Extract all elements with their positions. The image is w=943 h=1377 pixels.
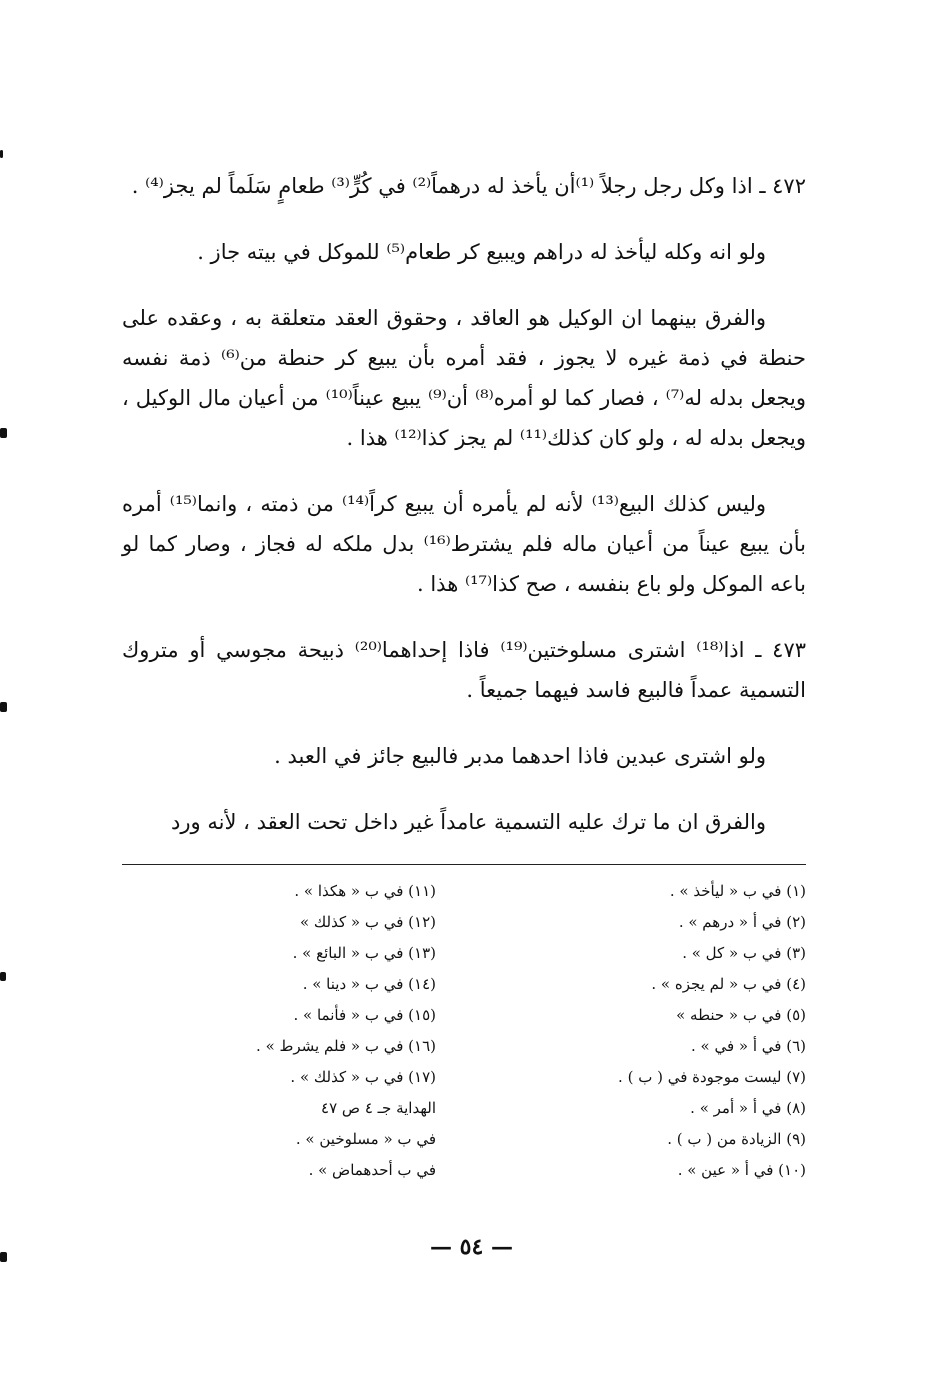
footnote: (١٥) في ب « فأنما » .: [293, 1006, 436, 1024]
footnote: الهداية جـ ٤ ص ٤٧: [321, 1099, 436, 1117]
footnote: (١١) في ب « هكذا » .: [294, 882, 436, 900]
paragraph-472: ٤٧٢ ـ اذا وكل رجل رجلاً ⁽¹⁾أن يأخذ له درهماً⁽²⁾ في كُرٍّ⁽³⁾ طعامٍ سَلَماً لم يجز⁽⁴⁾ .: [131, 174, 806, 198]
footnote: (١٦) في ب « فلم يشرط » .: [256, 1037, 436, 1055]
footnote: (٢) في أ « درهم » .: [678, 913, 806, 931]
paragraph: ولو انه وكله ليأخذ له دراهم ويبيع كر طعام⁽⁵⁾ للموكل في بيته جاز .: [197, 240, 766, 264]
scan-mark: [0, 150, 3, 158]
footnotes-right-column: [476, 876, 806, 1186]
main-text: [122, 166, 806, 868]
footnote: (٦) في أ « في » .: [690, 1037, 806, 1055]
footnote: (١٢) في ب « كذلك »: [299, 913, 436, 931]
scan-mark: [0, 702, 7, 712]
page-number: — ٥٤ —: [430, 1234, 513, 1260]
footnote: (٧) ليست موجودة في ( ب ) .: [618, 1068, 806, 1086]
scan-mark: [0, 1252, 7, 1262]
footnote: في ب « مسلوخين » .: [295, 1130, 436, 1148]
paragraph-473: ٤٧٣ ـ اذا⁽¹⁸⁾ اشترى مسلوختين⁽¹⁹⁾ فاذا إحداهما⁽²⁰⁾ ذبيحة مجوسي أو متروك التسمية عمداً فالبيع فاسد فيهما جميعاً .: [122, 638, 807, 702]
scan-mark: [0, 972, 6, 981]
scan-mark: [0, 428, 7, 438]
paragraph: والفرق بينهما ان الوكيل هو العاقد ، وحقوق العقد متعلقة به ، وعقده على حنطة في ذمة غيره لا يجوز ، فقد أمره بأن يبيع كر حنطة من⁽⁶⁾ ذمة نفسه ويجعل بدله له⁽⁷⁾ ، فصار كما لو أمره⁽⁸⁾ أن⁽⁹⁾ يبيع عيناً⁽¹⁰⁾ من أعيان مال الوكيل ، ويجعل بدله له ، ولو كان كذلك⁽¹¹⁾ لم يجز كذا⁽¹²⁾ هذا .: [122, 306, 807, 450]
footnote: (٣) في ب « كل » .: [682, 944, 806, 962]
paragraph: والفرق ان ما ترك عليه التسمية عامداً غير داخل تحت العقد ، لأنه ورد: [171, 810, 766, 834]
footnotes-left-column: [122, 876, 436, 1186]
footnote: (١) في ب « ليأخذ » .: [669, 882, 806, 900]
paragraph: ولو اشترى عبدين فاذا احدهما مدبر فالبيع جائز في العبد .: [274, 744, 766, 768]
footnote: (١٧) في ب « كذلك » .: [290, 1068, 436, 1086]
footnote: (١٠) في أ « عين » .: [677, 1161, 806, 1179]
footnote: (٥) في ب « حنطه »: [676, 1006, 806, 1024]
footnote: (٨) في أ « أمر » .: [690, 1099, 806, 1117]
footnote: (١٤) في ب « دينا » .: [302, 975, 436, 993]
footnote: (٩) الزيادة من ( ب ) .: [667, 1130, 806, 1148]
footnote: (١٣) في ب « البائع » .: [292, 944, 436, 962]
paragraph: وليس كذلك البيع⁽¹³⁾ لأنه لم يأمره أن يبيع كراً⁽¹⁴⁾ من ذمته ، وانما⁽¹⁵⁾ أمره بأن يبيع عيناً من أعيان ماله فلم يشترط⁽¹⁶⁾ بدل ملكه له فجاز ، وصار كما لو باعه الموكل ولو باع بنفسه ، صح كذا⁽¹⁷⁾ هذا .: [122, 492, 806, 596]
footnote: (٤) في ب « لم يجزه » .: [651, 975, 806, 993]
footnote-divider: [122, 864, 806, 865]
footnote: في ب أحدهماض » .: [308, 1161, 436, 1179]
